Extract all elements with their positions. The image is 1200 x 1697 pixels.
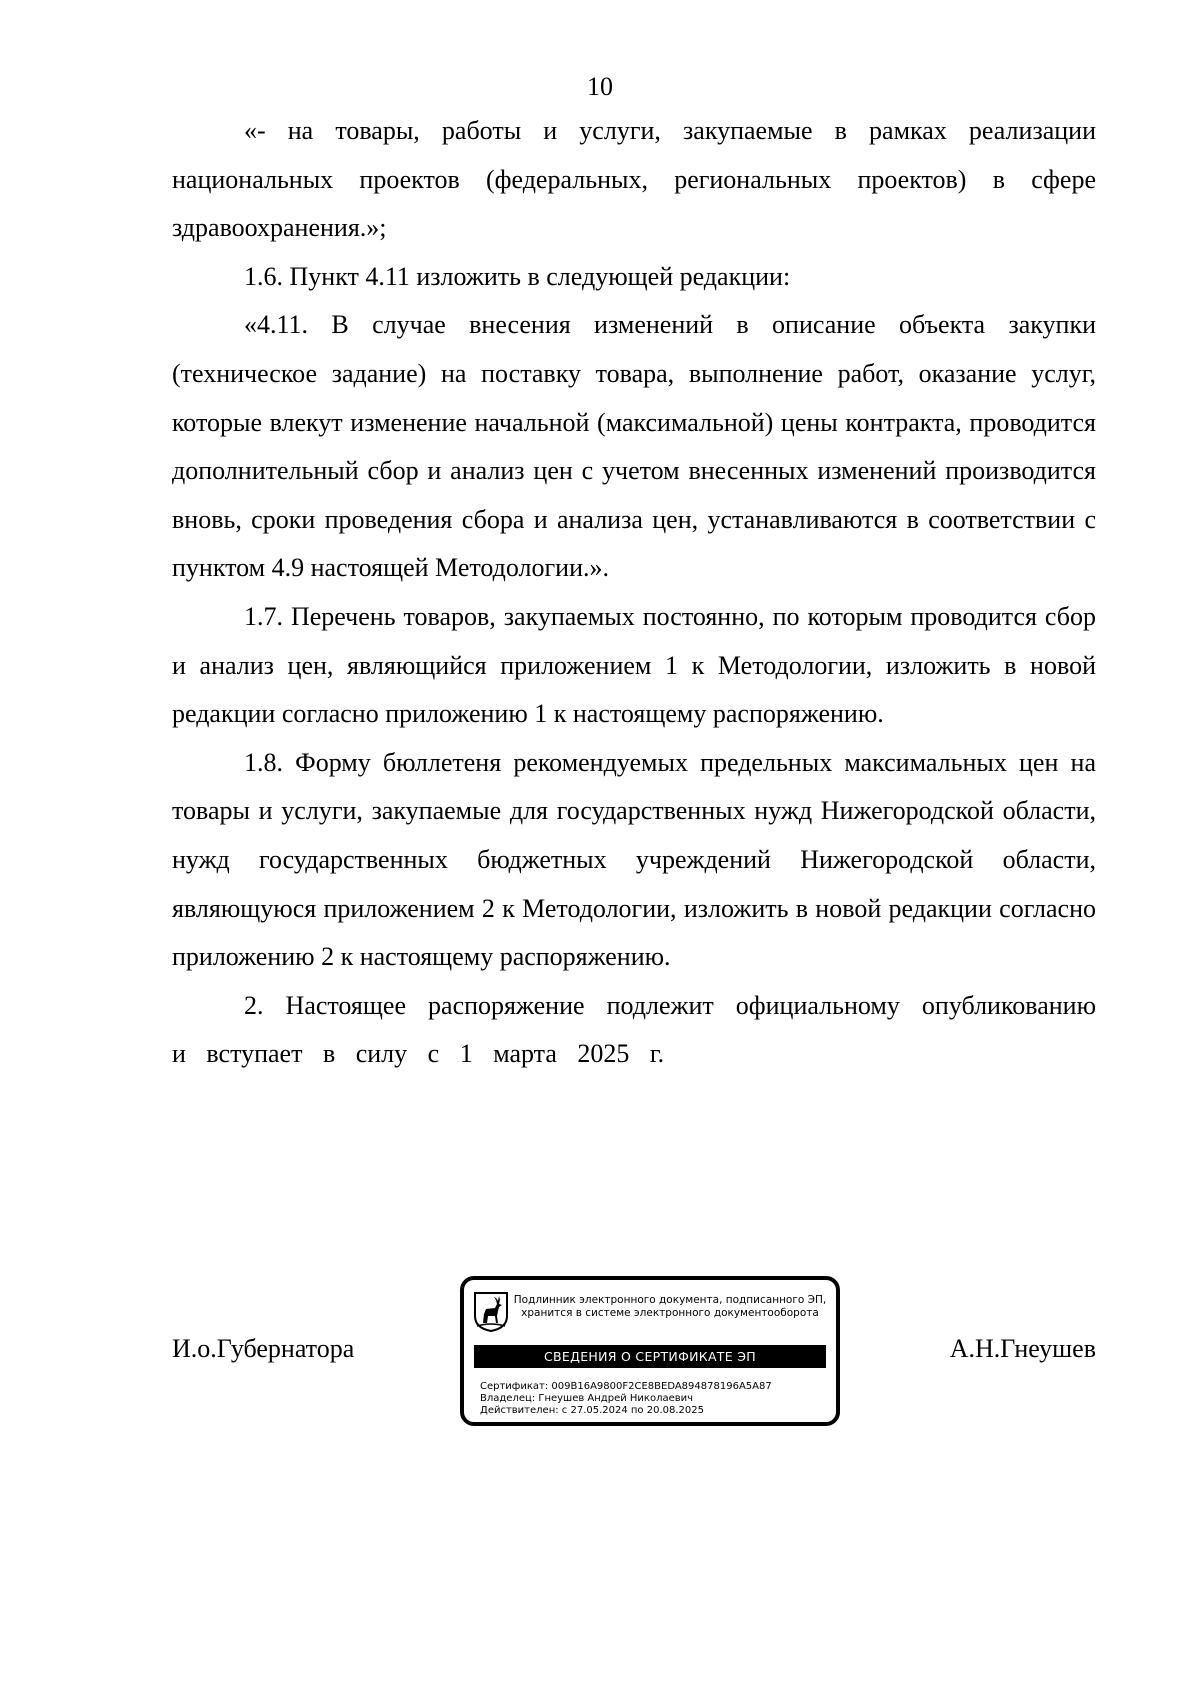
paragraph-health-projects: «- на товары, работы и услуги, закупаемые в рамках реализации национальных проектов (федеральных, региональных проектов) в сфере здравоохранения.»; [172, 116, 1096, 243]
electronic-signature-stamp [460, 1276, 840, 1426]
nizhny-novgorod-deer-emblem-icon [474, 1292, 508, 1332]
document-body [172, 107, 1096, 1079]
certificate-number: Сертификат: 009B16A9800F2CE8BEDA894878196A5A87 [480, 1381, 772, 1392]
signer-title: И.о.Губернатора [172, 1334, 355, 1363]
stamp-certificate-details [480, 1381, 772, 1417]
paragraph-1-6: 1.6. Пункт 4.11 изложить в следующей редакции: [244, 261, 791, 291]
paragraph-1-8: 1.8. Форму бюллетеня рекомендуемых предельных максимальных цен на товары и услуги, закупаемые для государственных нужд Нижегородской области, нужд государственных бюджетных учреждений Нижегородской области, являющуюся приложением 2 к Методологии, изложить в новой редакции согласно приложению 2 к настоящему распоряжению. [172, 747, 1096, 972]
signer-name: А.Н.Гнеушев [949, 1334, 1096, 1363]
stamp-certificate-bar: СВЕДЕНИЯ О СЕРТИФИКАТЕ ЭП [474, 1345, 826, 1368]
certificate-owner: Владелец: Гнеушев Андрей Николаевич [480, 1393, 694, 1404]
page-number: 10 [587, 72, 613, 101]
certificate-validity: Действителен: с 27.05.2024 по 20.08.2025 [480, 1405, 704, 1416]
stamp-header-line-1: Подлинник электронного документа, подписанного ЭП, [513, 1294, 827, 1306]
stamp-header [510, 1294, 830, 1320]
paragraph-1-7: 1.7. Перечень товаров, закупаемых постоянно, по которым проводится сбор и анализ цен, являющийся приложением 1 к Методологии, изложить в новой редакции согласно приложению 1 к настоящему распоряжению. [172, 601, 1096, 729]
stamp-header-line-2: хранится в системе электронного документооборота [521, 1307, 819, 1319]
signature-block [172, 1276, 1096, 1426]
paragraph-4-11: «4.11. В случае внесения изменений в описание объекта закупки (техническое задание) на поставку товара, выполнение работ, оказание услуг, которые влекут изменение начальной (максимальной) цены контракта, проводится дополнительный сбор и анализ цен с учетом внесенных изменений производится вновь, сроки проведения сбора и анализа цен, устанавливаются в соответствии с пунктом 4.9 настоящей Методологии.». [172, 310, 1096, 583]
paragraph-2: 2. Настоящее распоряжение подлежит официальному опубликованию и вступает в силу с 1 марта 2025 г. [172, 990, 1096, 1069]
